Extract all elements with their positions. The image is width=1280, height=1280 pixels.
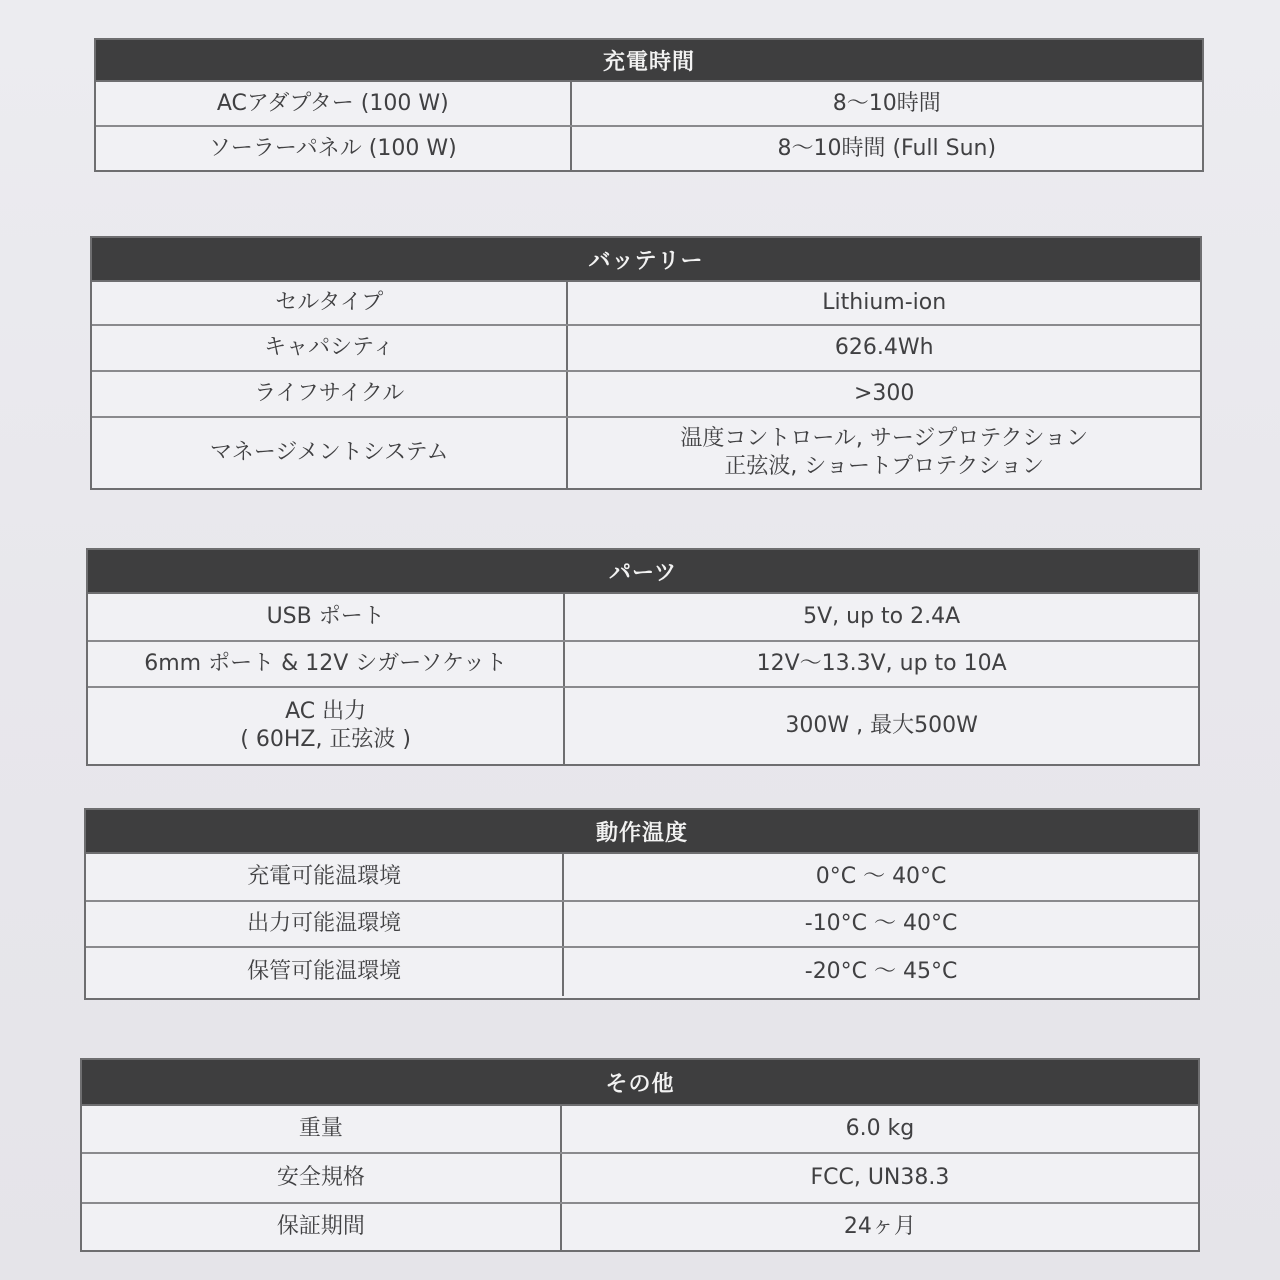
table-row [82, 1204, 1198, 1250]
row-label: USB ポート [88, 594, 565, 640]
row-label: 保証期間 [82, 1204, 562, 1250]
row-label: ライフサイクル [92, 372, 568, 416]
section-header [92, 238, 1200, 282]
table-row [92, 326, 1200, 372]
row-label: 保管可能温環境 [86, 948, 564, 996]
table-row [88, 688, 1198, 764]
row-label: 安全規格 [82, 1154, 562, 1202]
table-row [92, 418, 1200, 488]
section-title: その他 [605, 1071, 675, 1097]
row-value: 24ヶ月 [843, 1214, 916, 1239]
section-title: 動作温度 [595, 820, 688, 846]
table-row [82, 1154, 1198, 1204]
row-value: 0°C 〜 40°C [815, 864, 947, 889]
charging-time-table [94, 38, 1204, 172]
row-label: 出力可能温環境 [86, 902, 564, 946]
table-row [86, 948, 1198, 996]
table-row [86, 902, 1198, 948]
row-value: >300 [853, 381, 915, 406]
row-value: 5V, up to 2.4A [803, 604, 961, 629]
row-value: 626.4Wh [834, 335, 934, 360]
row-label: マネージメントシステム [92, 418, 568, 488]
row-label: キャパシティ [92, 326, 568, 370]
row-label: セルタイプ [92, 282, 568, 324]
row-label: AC 出力 ( 60HZ, 正弦波 ) [88, 688, 565, 764]
row-value: Lithium-ion [822, 290, 947, 315]
row-label: ACアダプター (100 W) [96, 82, 572, 125]
row-value: 8〜10時間 [832, 90, 941, 116]
section-title: 充電時間 [602, 49, 695, 75]
section-title: パーツ [608, 560, 678, 586]
row-value: 温度コントロール, サージプロテクション 正弦波, ショートプロテクション [680, 426, 1089, 479]
table-row [92, 372, 1200, 418]
row-value: FCC, UN38.3 [810, 1165, 950, 1190]
table-row [86, 854, 1198, 902]
table-row [88, 642, 1198, 688]
row-label: 6mm ポート & 12V シガーソケット [88, 642, 565, 686]
other-specs-table [80, 1058, 1200, 1252]
row-value: 8〜10時間 (Full Sun) [777, 135, 997, 161]
section-header [82, 1060, 1198, 1106]
row-label: ソーラーパネル (100 W) [96, 127, 572, 170]
table-row [96, 127, 1202, 170]
row-label: 重量 [82, 1106, 562, 1152]
row-label: 充電可能温環境 [86, 854, 564, 900]
row-value: 12V〜13.3V, up to 10A [756, 651, 1007, 676]
table-row [82, 1106, 1198, 1154]
table-row [96, 82, 1202, 127]
table-row [92, 282, 1200, 326]
section-header [86, 810, 1198, 854]
row-value: -10°C 〜 40°C [804, 911, 958, 936]
operating-temperature-table [84, 808, 1200, 1000]
row-value: -20°C 〜 45°C [804, 959, 958, 984]
table-row [88, 594, 1198, 642]
row-value: 300W , 最大500W [785, 713, 978, 738]
parts-table [86, 548, 1200, 766]
row-value: 6.0 kg [845, 1116, 915, 1141]
section-title: バッテリー [588, 248, 704, 274]
battery-table [90, 236, 1202, 490]
section-header [88, 550, 1198, 594]
section-header [96, 40, 1202, 82]
